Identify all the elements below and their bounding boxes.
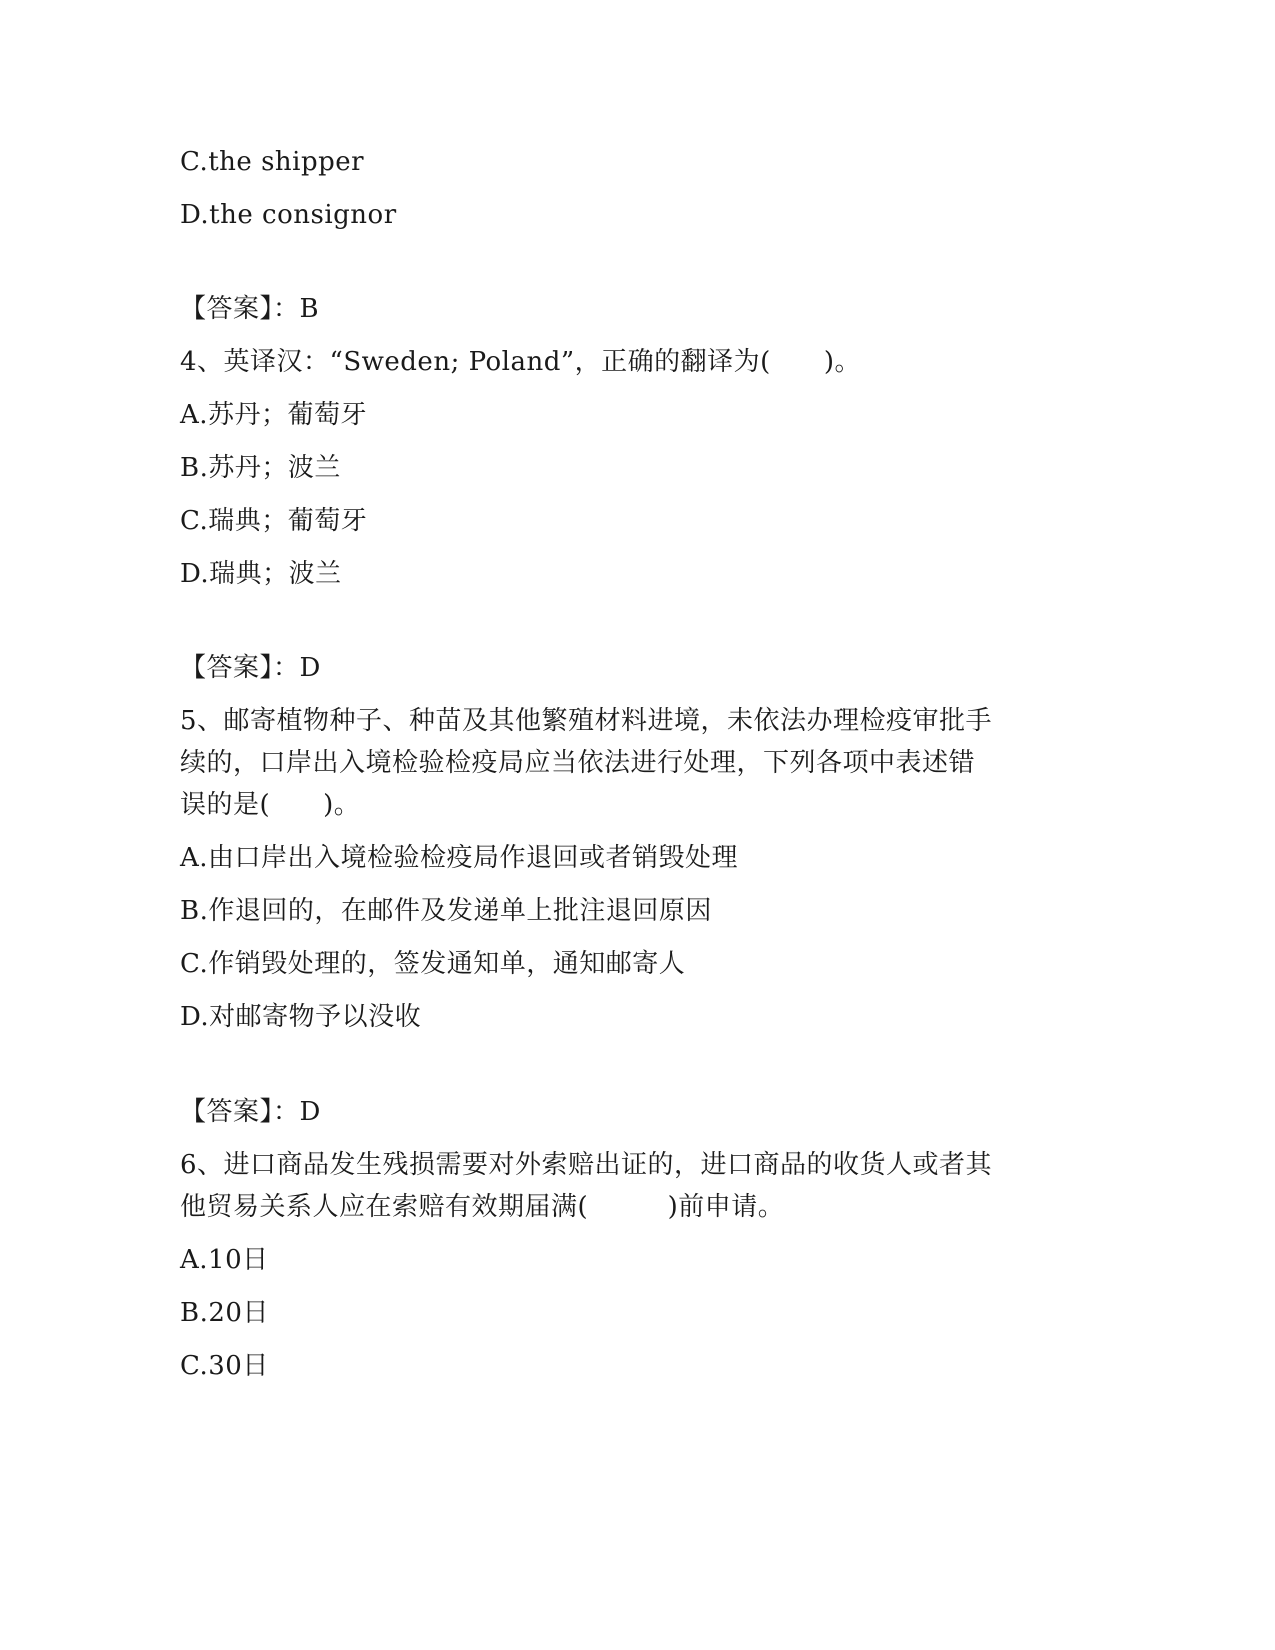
q4-option-b: B.苏丹；波兰 xyxy=(180,453,341,483)
q6-option-a: A.10日 xyxy=(180,1245,269,1275)
q4-answer: 【答案】：D xyxy=(180,653,321,683)
q5-stem-line-2: 续的，口岸出入境检验检疫局应当依法进行处理，下列各项中表述错 xyxy=(180,748,976,778)
q6-option-c: C.30日 xyxy=(180,1351,269,1381)
q4-option-d: D.瑞典；波兰 xyxy=(180,559,342,589)
q4-option-c: C.瑞典；葡萄牙 xyxy=(180,506,368,536)
q3-option-d: D.the consignor xyxy=(180,200,397,230)
q6-option-b: B.20日 xyxy=(180,1298,269,1328)
q5-stem-line-1: 5、邮寄植物种子、种苗及其他繁殖材料进境，未依法办理检疫审批手 xyxy=(180,706,993,736)
q3-option-c: C.the shipper xyxy=(180,147,365,177)
q5-stem-line-3: 误的是( )。 xyxy=(180,790,361,820)
q6-stem-line-2: 他贸易关系人应在索赔有效期届满( )前申请。 xyxy=(180,1192,785,1222)
q5-option-a: A.由口岸出入境检验检疫局作退回或者销毁处理 xyxy=(180,843,739,873)
q4-stem: 4、英译汉：“Sweden; Poland”，正确的翻译为( )。 xyxy=(180,347,861,377)
q5-answer: 【答案】：D xyxy=(180,1097,321,1127)
q5-option-b: B.作退回的，在邮件及发递单上批注退回原因 xyxy=(180,896,712,926)
q6-stem-line-1: 6、进口商品发生残损需要对外索赔出证的，进口商品的收货人或者其 xyxy=(180,1150,993,1180)
q5-option-c: C.作销毁处理的，签发通知单，通知邮寄人 xyxy=(180,949,686,979)
q5-option-d: D.对邮寄物予以没收 xyxy=(180,1002,422,1032)
q4-option-a: A.苏丹；葡萄牙 xyxy=(180,400,368,430)
q3-answer: 【答案】：B xyxy=(180,294,320,324)
